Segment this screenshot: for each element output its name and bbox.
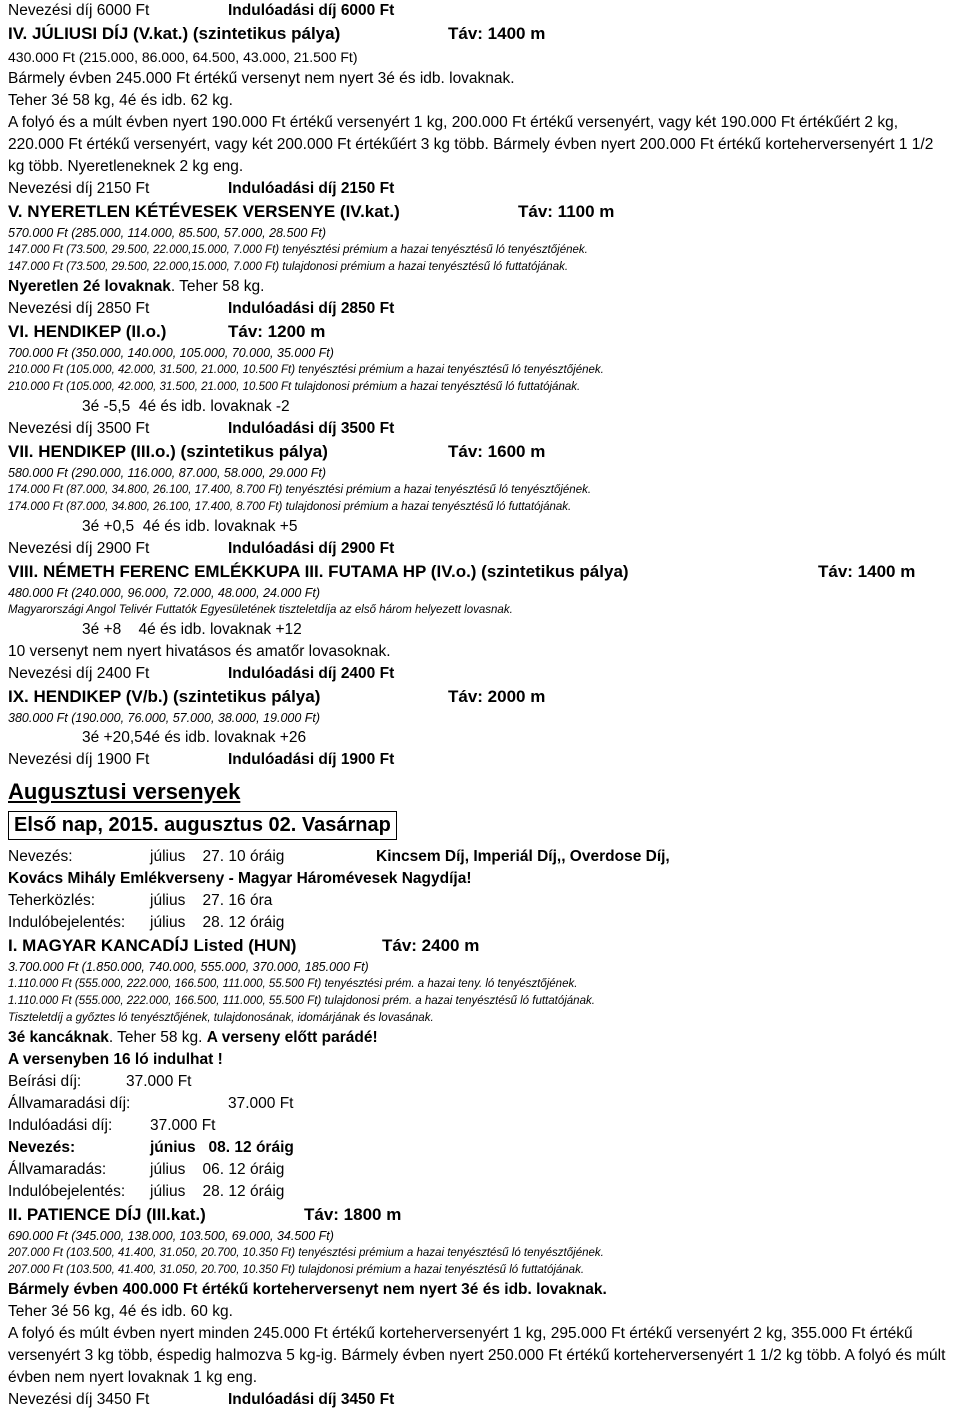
- premium-line: 1.110.000 Ft (555.000, 222.000, 166.500, 111.000, 55.500 Ft) tulajdonosi prém. a hazai tenyésztésű ló futtatójának.: [8, 995, 595, 1007]
- note-line: Magyarországi Angol Telivér Futtatók Egyesületének tiszteletdíja az első három helyezett lovasnak.: [8, 604, 513, 616]
- race-title: VI. HENDIKEP (II.o.) Táv: 1200 m: [8, 322, 326, 341]
- condition-line: Teher 3é 58 kg, 4é és idb. 62 kg.: [8, 92, 233, 109]
- prize-line: 3.700.000 Ft (1.850.000, 740.000, 555.000, 370.000, 185.000 Ft): [8, 960, 369, 974]
- section-title: Augusztusi versenyek: [8, 779, 241, 804]
- premium-line: 1.110.000 Ft (555.000, 222.000, 166.500, 111.000, 55.500 Ft) tenyésztési prém. a hazai teny. ló tenyésztőjének.: [8, 978, 578, 990]
- premium-line: 210.000 Ft (105.000, 42.000, 31.500, 21.000, 10.500 Ft) tenyésztési prémium a hazai tenyésztésű ló tenyésztőjének.: [8, 364, 604, 376]
- fee-line: Nevezési díj 2150 Ft Indulóadási díj 2150 Ft: [8, 180, 395, 197]
- weights-line: 3é +8 4é és idb. lovaknak +12: [82, 621, 302, 638]
- fee-line: Nevezési díj 3500 Ft Indulóadási díj 3500 Ft: [8, 420, 395, 437]
- premium-line: 147.000 Ft (73.500, 29.500, 22.000,15.000, 7.000 Ft) tenyésztési prémium a hazai tenyésztésű ló tenyésztőjének.: [8, 244, 588, 256]
- condition-line: A versenyben 16 ló indulhat !: [8, 1051, 223, 1068]
- fee-line: Nevezési díj 6000 Ft Indulóadási díj 6000 Ft: [8, 2, 395, 19]
- prize-line: 580.000 Ft (290.000, 116.000, 87.000, 58.000, 29.000 Ft): [8, 466, 327, 480]
- prize-line: 700.000 Ft (350.000, 140.000, 105.000, 70.000, 35.000 Ft): [8, 346, 334, 360]
- entry-line: Indulóbejelentés: július 28. 12 óráig: [8, 914, 285, 931]
- prize-line: 380.000 Ft (190.000, 76.000, 57.000, 38.000, 19.000 Ft): [8, 711, 321, 725]
- premium-line: 207.000 Ft (103.500, 41.400, 31.050, 20.700, 10.350 Ft) tulajdonosi prémium a hazai tenyésztésű ló futtatójának.: [8, 1264, 585, 1276]
- condition-line: Teher 3é 56 kg, 4é és idb. 60 kg.: [8, 1303, 233, 1320]
- premium-line: 147.000 Ft (73.500, 29.500, 22.000,15.000, 7.000 Ft) tulajdonosi prémium a hazai tenyésztésű ló futtatójának.: [8, 261, 569, 273]
- entry-line: Állvamaradás: július 06. 12 óráig: [8, 1161, 285, 1178]
- condition-line: 3é kancáknak. Teher 58 kg. A verseny előtt parádé!: [8, 1029, 378, 1046]
- fee-line: Nevezési díj 2900 Ft Indulóadási díj 2900 Ft: [8, 540, 395, 557]
- fee-line: Nevezési díj 1900 Ft Indulóadási díj 1900 Ft: [8, 751, 395, 768]
- fee-line: Indulóadási díj: 37.000 Ft: [8, 1117, 216, 1134]
- race-title: II. PATIENCE DÍJ (III.kat.) Táv: 1800 m: [8, 1205, 402, 1224]
- race-title: I. MAGYAR KANCADÍJ Listed (HUN) Táv: 2400 m: [8, 936, 480, 955]
- race-title: VII. HENDIKEP (III.o.) (szintetikus pálya) Táv: 1600 m: [8, 442, 546, 461]
- condition-line: 10 versenyt nem nyert hivatásos és amatőr lovasoknak.: [8, 643, 391, 660]
- weights-line: 3é +0,5 4é és idb. lovaknak +5: [82, 518, 298, 535]
- day-title: Első nap, 2015. augusztus 02. Vasárnap: [8, 811, 397, 840]
- fee-line: Állvamaradási díj: 37.000 Ft: [8, 1095, 294, 1112]
- fee-line: Nevezési díj 3450 Ft Indulóadási díj 3450 Ft: [8, 1391, 395, 1408]
- note-line: Tiszteletdíj a győztes ló tenyésztőjének, tulajdonosának, idomárjának és lovasának.: [8, 1012, 434, 1024]
- premium-line: 207.000 Ft (103.500, 41.400, 31.050, 20.700, 10.350 Ft) tenyésztési prémium a hazai tenyésztésű ló tenyésztőjének.: [8, 1247, 604, 1259]
- condition-paragraph: A folyó és múlt évben nyert minden 245.000 Ft értékű korteherversenyért 1 kg, 295.000 Ft értékű versenyért 2 kg, 355.000 Ft értékű versenyért 3 kg több, éspedig halmozva 5 kg-ig. Bármely évben nyert 250.000 Ft értékű korteherversenyért 1 1/2 kg több. A folyó és múlt évben nem nyert lovaknak 1 kg eng.: [8, 1325, 946, 1386]
- condition-line: Bármely évben 400.000 Ft értékű korteherversenyt nem nyert 3é és idb. lovaknak.: [8, 1281, 607, 1298]
- condition-paragraph: A folyó és a múlt évben nyert 190.000 Ft értékű versenyért 1 kg, 200.000 Ft értékű versenyért, vagy két 190.000 Ft értékűért 2 kg, 220.000 Ft értékű versenyért, vagy két 200.000 Ft értékűért 3 kg több. Bármely évben nyert 200.000 Ft értékű korteherversenyért 1 1/2 kg több. Nyeretleneknek 2 kg eng.: [8, 114, 934, 175]
- prize-line: 690.000 Ft (345.000, 138.000, 103.500, 69.000, 34.500 Ft): [8, 1229, 334, 1243]
- fee-line: Beírási díj: 37.000 Ft: [8, 1073, 192, 1090]
- race-title: V. NYERETLEN KÉTÉVESEK VERSENYE (IV.kat.) Táv: 1100 m: [8, 202, 615, 221]
- entry-line: Indulóbejelentés: július 28. 12 óráig: [8, 1183, 285, 1200]
- weights-line: 3é +20,54é és idb. lovaknak +26: [82, 729, 307, 746]
- condition-line: Nyeretlen 2é lovaknak. Teher 58 kg.: [8, 278, 265, 295]
- premium-line: 210.000 Ft (105.000, 42.000, 31.500, 21.000, 10.500 Ft tulajdonosi prémium a hazai tenyésztésű ló futtatójának.: [8, 381, 581, 393]
- condition-line: Bármely évben 245.000 Ft értékű versenyt nem nyert 3é és idb. lovaknak.: [8, 70, 515, 87]
- premium-line: 174.000 Ft (87.000, 34.800, 26.100, 17.400, 8.700 Ft) tulajdonosi prémium a hazai tenyésztésű ló futtatójának.: [8, 501, 572, 513]
- entry-line: Nevezés: július 27. 10 óráig Kincsem Díj, Imperiál Díj,, Overdose Díj,: [8, 848, 670, 865]
- weights-line: 3é -5,5 4é és idb. lovaknak -2: [82, 398, 290, 415]
- race-title: IX. HENDIKEP (V/b.) (szintetikus pálya) Táv: 2000 m: [8, 687, 546, 706]
- race-title: IV. JÚLIUSI DÍJ (V.kat.) (szintetikus pálya) Táv: 1400 m: [8, 24, 546, 43]
- race-title: VIII. NÉMETH FERENC EMLÉKKUPA III. FUTAMA HP (IV.o.) (szintetikus pálya) Táv: 1400 m: [8, 562, 916, 581]
- fee-line: Nevezési díj 2850 Ft Indulóadási díj 2850 Ft: [8, 300, 395, 317]
- fee-line: Nevezési díj 2400 Ft Indulóadási díj 2400 Ft: [8, 665, 395, 682]
- prize-line: 480.000 Ft (240.000, 96.000, 72.000, 48.000, 24.000 Ft): [8, 586, 321, 600]
- premium-line: 174.000 Ft (87.000, 34.800, 26.100, 17.400, 8.700 Ft) tenyésztési prémium a hazai tenyésztésű ló tenyésztőjének.: [8, 484, 592, 496]
- entry-line: Kovács Mihály Emlékverseny - Magyar Háromévesek Nagydíja!: [8, 870, 472, 887]
- prize-line: 570.000 Ft (285.000, 114.000, 85.500, 57.000, 28.500 Ft): [8, 226, 327, 240]
- prize-line: 430.000 Ft (215.000, 86.000, 64.500, 43.000, 21.500 Ft): [8, 49, 358, 65]
- entry-line: Teherközlés: július 27. 16 óra: [8, 892, 273, 909]
- entry-line: Nevezés: június 08. 12 óráig: [8, 1139, 294, 1156]
